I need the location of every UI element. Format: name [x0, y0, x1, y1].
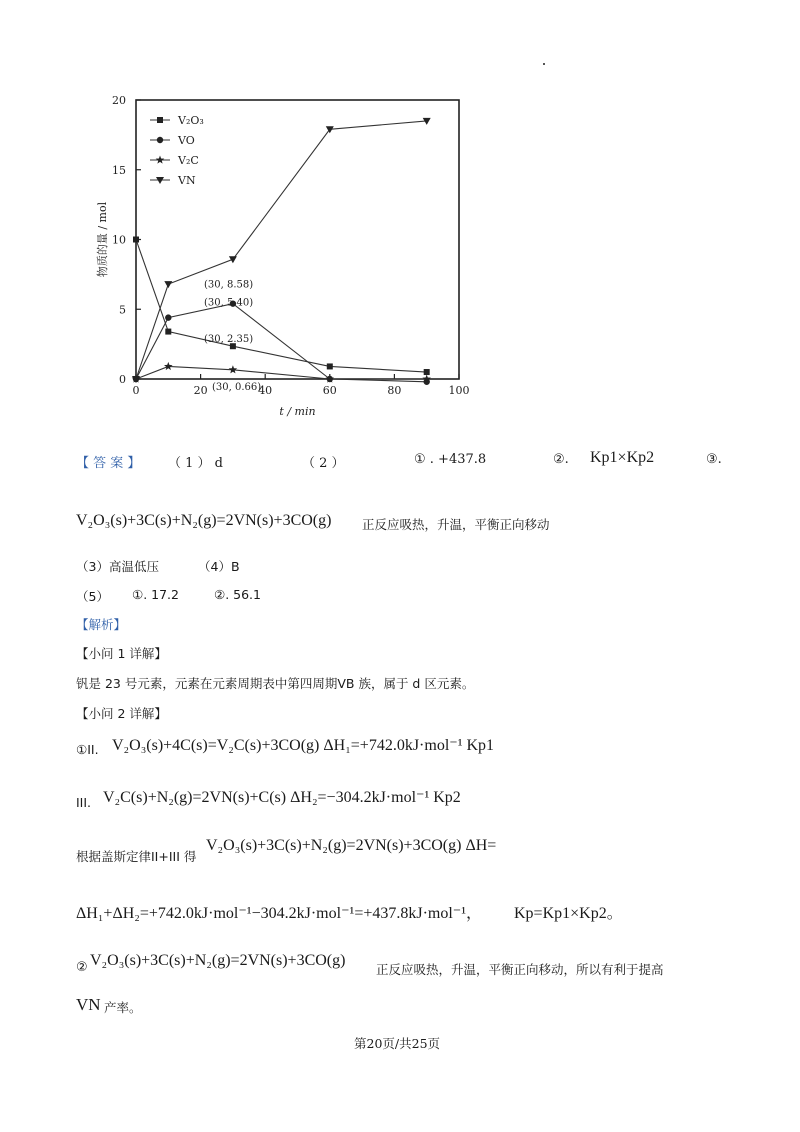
x-tick-label: 100	[448, 384, 470, 397]
data-point-3	[164, 281, 172, 288]
answer-tag: 【 答 案 】	[76, 456, 141, 471]
x-tick-label: 0	[132, 384, 140, 397]
hess-text: 根据盖斯定律II+III 得	[76, 849, 197, 864]
delta-h-calculation: ΔH₁+ΔH₂=+742.0kJ·mol⁻¹−304.2kJ·mol⁻¹=+437.8kJ·mol⁻¹，	[76, 905, 483, 922]
x-axis-label: t / min	[279, 405, 316, 418]
answer-choice1: ① . +437.8	[414, 452, 487, 467]
x-tick-label: 20	[193, 384, 208, 397]
legend-marker-1	[157, 137, 163, 143]
legend-label-0: V₂O₃	[178, 114, 204, 127]
answer-part3: （3）高温低压	[76, 559, 159, 574]
data-annotation: (30, 0.66)	[212, 381, 262, 393]
c2-text-vn: VN	[76, 995, 101, 1014]
data-annotation: (30, 5.40)	[204, 297, 254, 309]
data-annotation: (30, 8.58)	[204, 279, 254, 291]
x-tick-label: 80	[387, 384, 402, 397]
y-tick-label: 0	[119, 373, 126, 386]
answer-choice3: ③.	[706, 452, 722, 467]
answer-equation-note: 正反应吸热，升温，平衡正向移动	[362, 517, 550, 532]
data-point-2	[229, 365, 238, 373]
eq3-prefix: III.	[76, 795, 92, 810]
eq3: V₂C(s)+N₂(g)=2VN(s)+C(s) ΔH₂=−304.2kJ·mol⁻¹ Kp2	[103, 789, 461, 806]
answer-kp-expression: Kp1×Kp2	[590, 449, 655, 466]
y-tick-label: 10	[112, 233, 126, 247]
answer-part5-b: ②. 56.1	[214, 587, 261, 602]
eq2-prefix: ①II.	[76, 742, 99, 757]
answer-part4: （4）B	[198, 559, 240, 574]
series-line-0	[136, 240, 427, 373]
y-axis-label: 物质的量 / mol	[96, 201, 109, 278]
data-point-0	[424, 369, 430, 375]
answer-part2: （ 2 ）	[302, 456, 345, 471]
x-tick-label: 40	[258, 384, 273, 397]
y-tick-label: 20	[112, 94, 126, 107]
answer-part5: （5）	[76, 589, 109, 604]
legend-label-2: V₂C	[178, 154, 199, 167]
q2-title: 【小问 2 详解】	[76, 706, 167, 721]
y-tick-label: 5	[119, 303, 126, 317]
data-point-2	[164, 362, 173, 370]
kp-calculation: Kp=Kp1×Kp2。	[514, 905, 623, 922]
q1-text: 钒是 23 号元素，元素在元素周期表中第四周期ⅤB 族，属于 d 区元素。	[76, 676, 475, 691]
c2-prefix: ②	[76, 960, 88, 975]
series-line-1	[136, 304, 427, 382]
legend-label-3: VN	[178, 174, 196, 187]
data-point-0	[165, 329, 171, 335]
answer-part1: （ 1 ） d	[168, 456, 223, 471]
answer-equation: V₂O₃(s)+3C(s)+N₂(g)=2VN(s)+3CO(g)	[76, 512, 332, 529]
c2-text-yield: 产率。	[104, 1000, 142, 1015]
y-tick-label: 15	[112, 163, 126, 177]
eq2: V₂O₃(s)+4C(s)=V₂C(s)+3CO(g) ΔH₁=+742.0kJ·mol⁻¹ Kp1	[112, 737, 495, 754]
legend-marker-0	[157, 117, 163, 123]
analysis-tag: 【解析】	[76, 617, 127, 632]
hess-equation: V₂O₃(s)+3C(s)+N₂(g)=2VN(s)+3CO(g) ΔH=	[206, 837, 497, 854]
data-annotation: (30, 2.35)	[204, 334, 254, 346]
series-line-2	[136, 366, 427, 379]
page-number: 第20页/共25页	[354, 1036, 441, 1051]
x-tick-label: 60	[322, 384, 337, 397]
data-point-1	[165, 314, 171, 320]
data-point-0	[327, 363, 333, 369]
scan-speck	[543, 63, 545, 65]
c2-text: 正反应吸热，升温，平衡正向移动，所以有利于提高	[376, 962, 664, 977]
answer-part5-a: ①. 17.2	[132, 587, 179, 602]
q1-title: 【小问 1 详解】	[76, 646, 167, 661]
legend-marker-2	[156, 156, 165, 164]
data-point-0	[133, 237, 139, 243]
line-chart	[92, 92, 472, 422]
c2-equation: V₂O₃(s)+3C(s)+N₂(g)=2VN(s)+3CO(g)	[90, 952, 346, 969]
answer-choice2: ②.	[553, 452, 569, 467]
legend-label-1: VO	[178, 134, 195, 147]
